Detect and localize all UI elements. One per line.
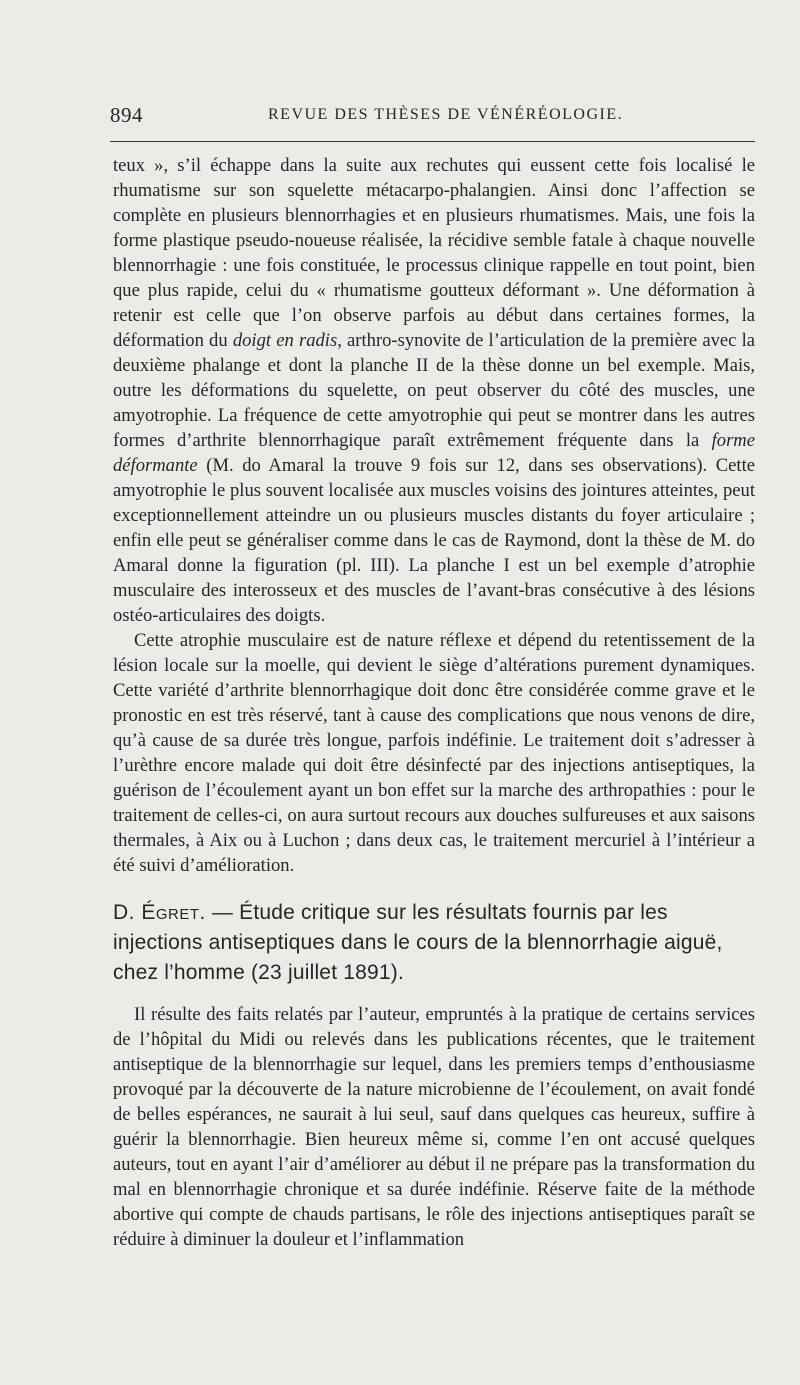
section-heading xyxy=(113,898,755,988)
page-number: 894 xyxy=(110,103,143,127)
paragraph-1-italic-forme-deformante: forme déformante xyxy=(113,430,755,476)
page-header xyxy=(110,103,755,133)
paragraph-2: Cette atrophie musculaire est de nature réflexe et dépend du retentissement de la lésion locale sur la moelle, qui devient le siège d’altérations purement dynamiques. Cette variété d’arthrite blennorrhagique doit donc être considérée comme grave et le pronostic en est très réservé, tant à cause des complications que nous venons de dire, qu’à cause de sa durée très longue, parfois indéfinie. Le traitement doit s’adresser à l’urèthre encore malade qui doit être désinfecté par des injections antiseptiques, la guérison de l’écoulement ayant un bon effet sur la marche des arthropathies : pour le traitement de celles-ci, on aura surtout recours aux douches sulfureuses et aux saisons thermales, à Aix ou à Luchon ; dans deux cas, le traitement mercuriel à l’intérieur a été suivi d’amélioration. xyxy=(113,630,755,876)
section-author: D. Égret. xyxy=(113,901,206,924)
paragraph-1-text-e: (M. do Amaral la trouve 9 fois sur 12, dans ses observations). Cette amyotrophie le plus souvent localisée aux muscles voisins des jointures atteintes, peut exceptionnellement atteindre un ou plusieurs muscles distants du foyer articulaire ; enfin elle peut se généraliser comme dans le cas de Raymond, dont la thèse de M. do Amaral donne la figuration (pl. III). La planche I est un bel exemple d’atrophie musculaire des interosseux et des muscles de l’avant-bras consécutive à des lésions ostéo-articulaires des doigts. xyxy=(113,455,755,626)
paragraph-3: Il résulte des faits relatés par l’auteur, empruntés à la pratique de certains services de l’hôpital du Midi ou relevés dans les publications récentes, que le traitement antiseptique de la blennorrhagie sur lequel, dans les premiers temps d’enthousiasme provoqué par la découverte de la nature microbienne de l’écoulement, on avait fondé de belles espérances, ne saurait à lui seul, sauf dans quelques cas heureux, suffire à guérir la blennorrhagie. Bien heureux même si, comme l’en ont accusé quelques auteurs, tout en ayant l’air d’améliorer au début il ne prépare pas la transformation du mal en blennorrhagie chronique et sa durée indéfinie. Réserve faite de la méthode abortive qui compte de chauds partisans, le rôle des injections antiseptiques paraît se réduire à diminuer la douleur et l’inflammation xyxy=(113,1004,755,1250)
paragraph-1-text-a: teux », s’il échappe dans la suite aux rechutes qui eussent cette fois localisé le rhumatisme sur son squelette métacarpo-phalangien. Ainsi donc l’affection se complète en plusieurs blennorrhagies et en plusieurs rhumatismes. Mais, une fois la forme plastique pseudo-noueuse réalisée, la récidive semble fatale à chaque nouvelle blennorrhagie : une fois constituée, le processus clinique rappelle en tout point, bien que plus rapide, celui du « rhumatisme goutteux déformant ». Une déformation à retenir est celle que l’on observe parfois au début dans certaines formes, la déformation du xyxy=(113,155,755,351)
paragraph-1-text-c: , arthro-synovite de l’articulation de la première avec la deuxième phalange et dont la planche II de la thèse donne un bel exemple. Mais, outre les déformations du squelette, on peut observer du côté des muscles, une amyotrophie. La fréquence de cette amyotrophie qui peut se montrer dans les autres formes d’arthrite blennorrhagique paraît extrêmement fréquente dans la xyxy=(113,330,755,451)
paragraph-1 xyxy=(113,153,755,628)
header-rule xyxy=(110,141,755,142)
paragraph-1-italic-doigt-en-radis: doigt en radis xyxy=(232,330,338,351)
section-title: Étude critique sur les résultats fournis par les injections antiseptiques dans le cours de la blennorrhagie aiguë, chez l’homme (23 juillet 1891). xyxy=(113,901,723,984)
section-dash: — xyxy=(205,901,240,924)
running-title: REVUE DES THÈSES DE VÉNÉRÉOLOGIE. xyxy=(268,106,624,123)
page-body xyxy=(113,153,755,1252)
